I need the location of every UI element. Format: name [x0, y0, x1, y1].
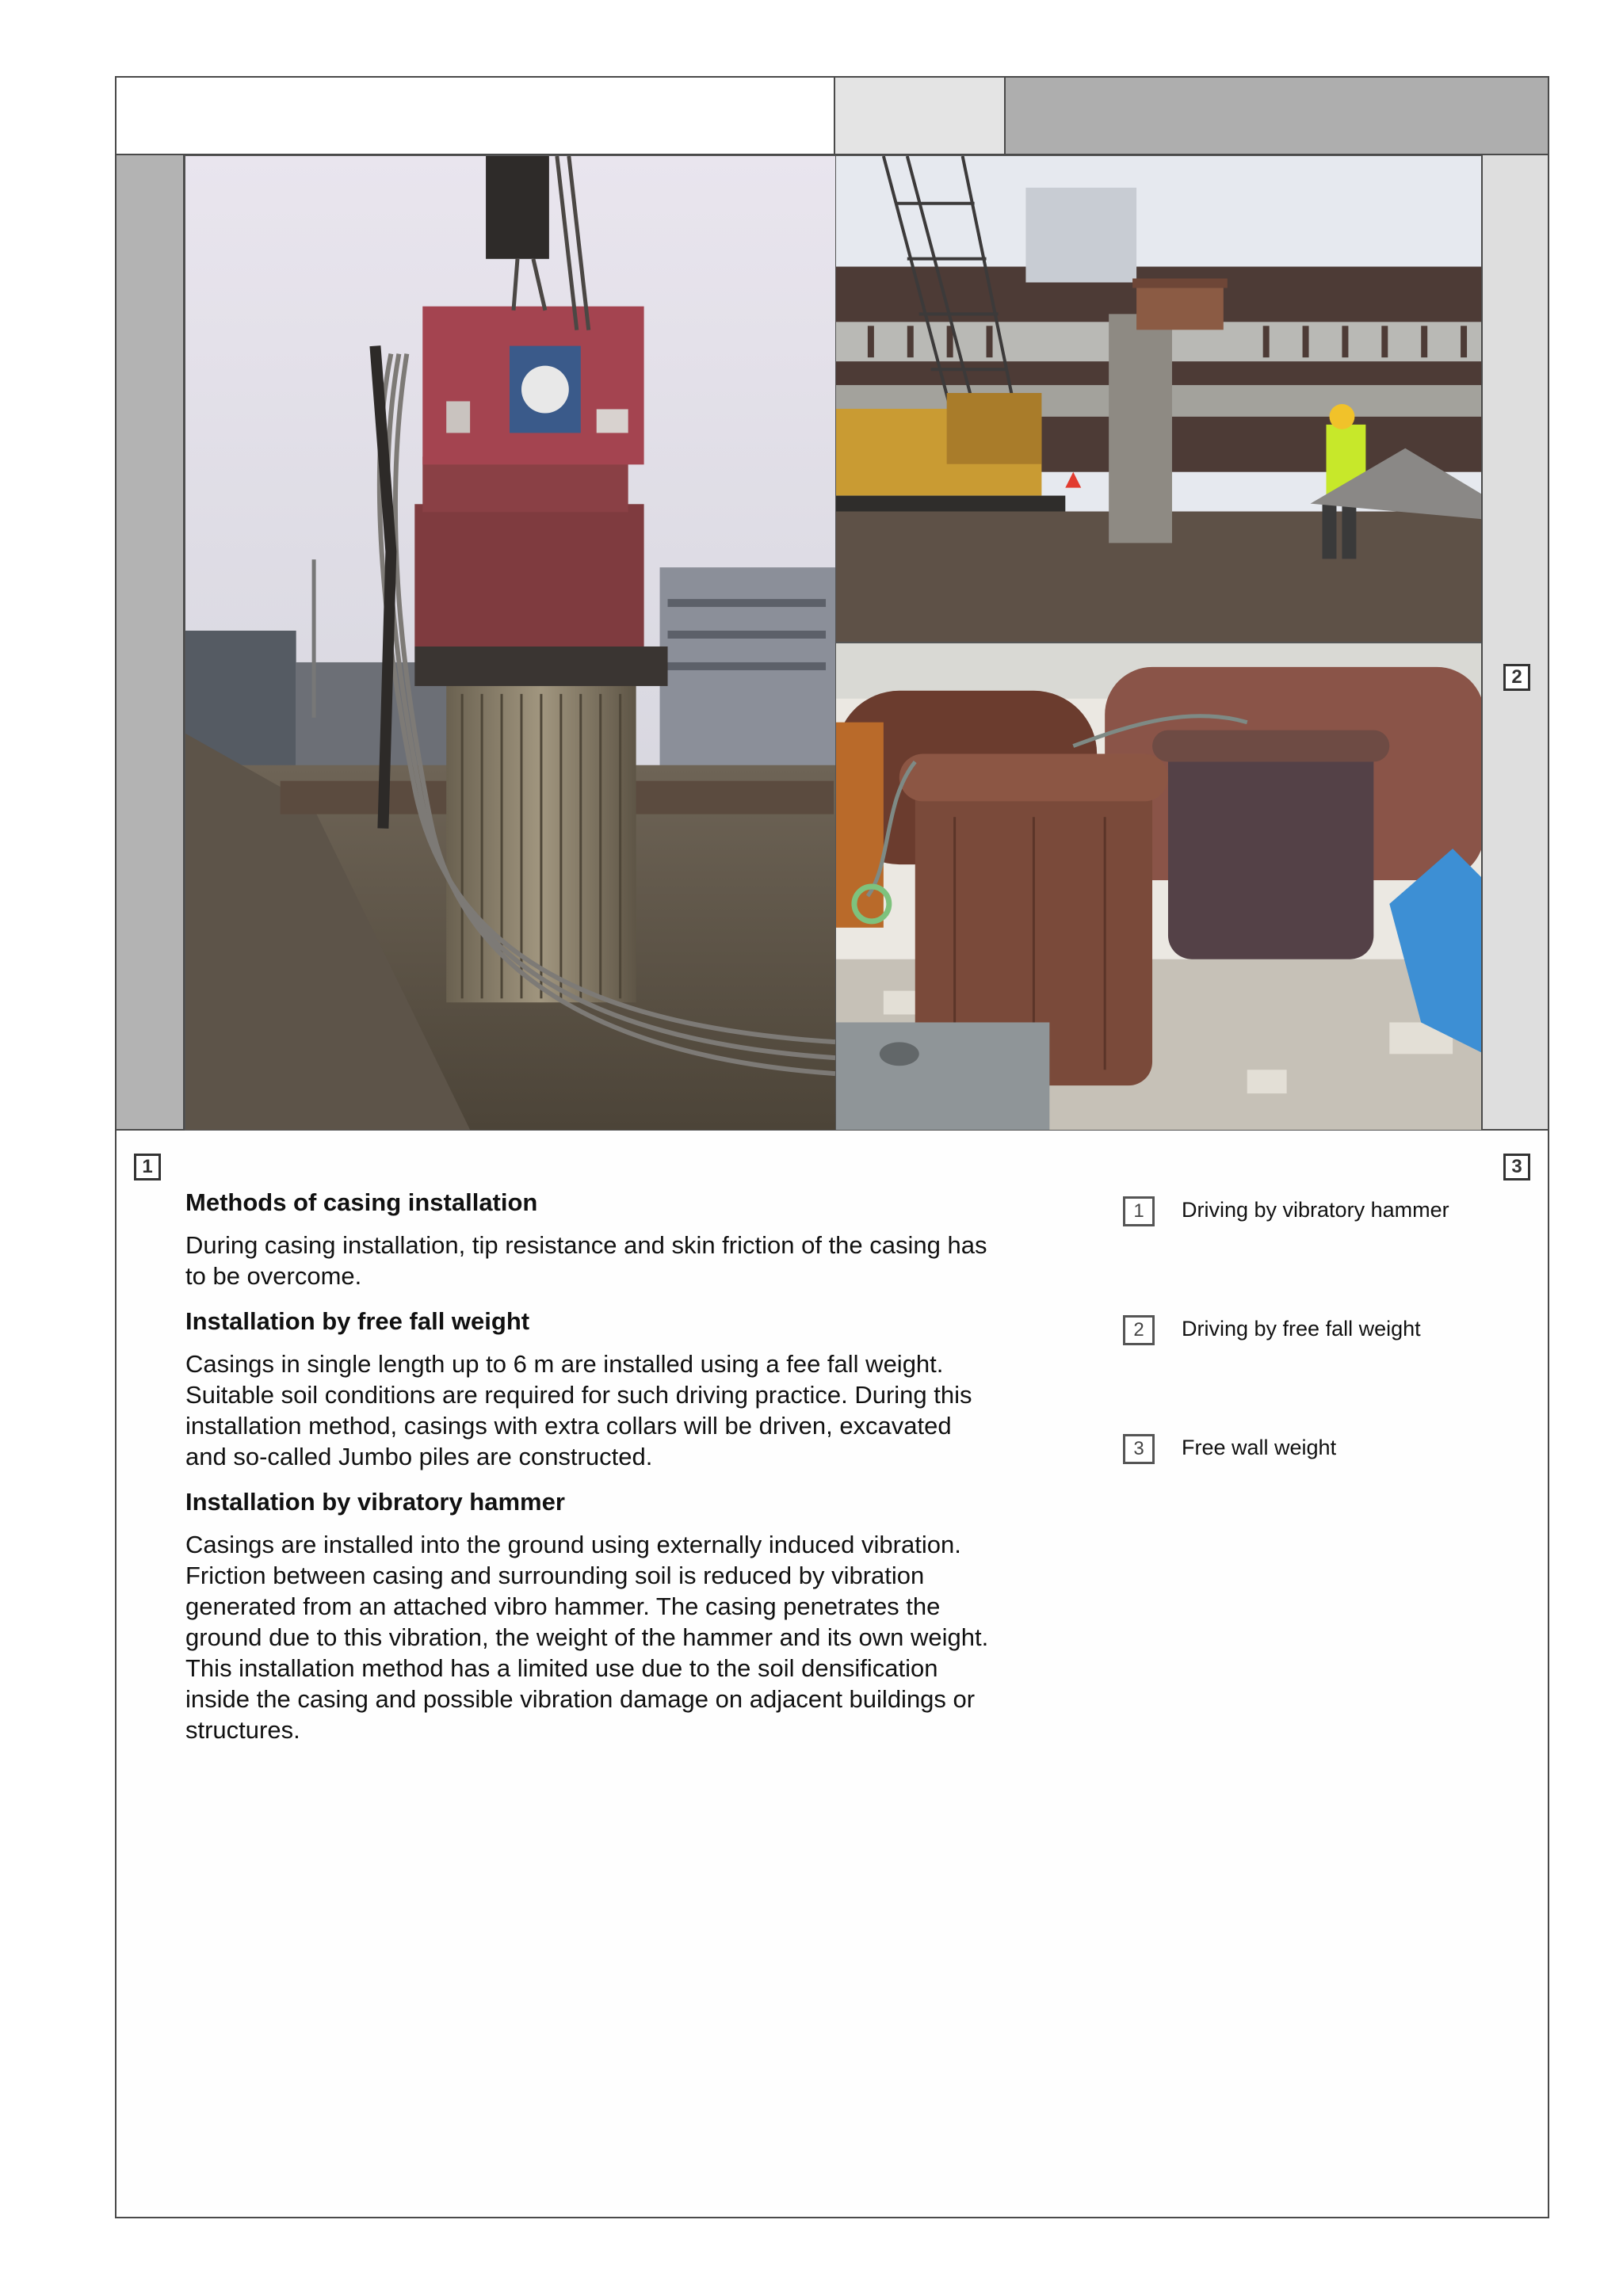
heading-free-fall: Installation by free fall weight [185, 1307, 530, 1335]
page-frame [115, 76, 1549, 2218]
left-side-strip [116, 155, 185, 1177]
legend-label: Free wall weight [1182, 1436, 1337, 1459]
header-right-cell [1006, 78, 1548, 155]
photo-number-badge-3: 3 [1503, 1154, 1530, 1180]
photo-free-fall-weight [835, 155, 1485, 643]
heading-vibratory: Installation by vibratory hammer [185, 1488, 565, 1516]
legend-number-box: 2 [1123, 1315, 1155, 1345]
legend-item-2 [1123, 1315, 1535, 1347]
photo-number-badge-2: 2 [1503, 664, 1530, 691]
header-title-cell [116, 78, 835, 155]
photo-number-badge-1: 1 [134, 1154, 161, 1180]
photo-vibratory-hammer [185, 155, 836, 1131]
legend-label: Driving by vibratory hammer [1182, 1198, 1449, 1222]
right-side-strip [1481, 155, 1548, 1177]
legend-label: Driving by free fall weight [1182, 1317, 1421, 1341]
paragraph-free-fall: Casings in single length up to 6 m are installed using a fee fall weight. Suitable soil conditions are required for such driving practice. During this installation method, casings with extra collars will be driven, excavated and so-called Jumbo piles are constructed. [185, 1350, 972, 1470]
legend-item-1 [1123, 1196, 1535, 1228]
body-text [185, 1187, 1018, 1760]
legend-number-box: 1 [1123, 1196, 1155, 1226]
heading-methods: Methods of casing installation [185, 1188, 538, 1216]
legend-number-box: 3 [1123, 1434, 1155, 1464]
photo-free-wall-weight [835, 643, 1485, 1131]
header-middle-cell [835, 78, 1006, 155]
legend-item-3 [1123, 1434, 1535, 1466]
paragraph-methods: During casing installation, tip resistance and skin friction of the casing has to be overcome. [185, 1231, 987, 1290]
paragraph-vibratory: Casings are installed into the ground using externally induced vibration. Friction between casing and surrounding soil is reduced by vibration generated from an attached vibro hammer. The casing penetrates the ground due to this vibration, the weight of the hammer and its own weight. This installation method has a limited use due to the soil densification inside the casing and possible vibration damage on adjacent buildings or structures. [185, 1531, 989, 1744]
